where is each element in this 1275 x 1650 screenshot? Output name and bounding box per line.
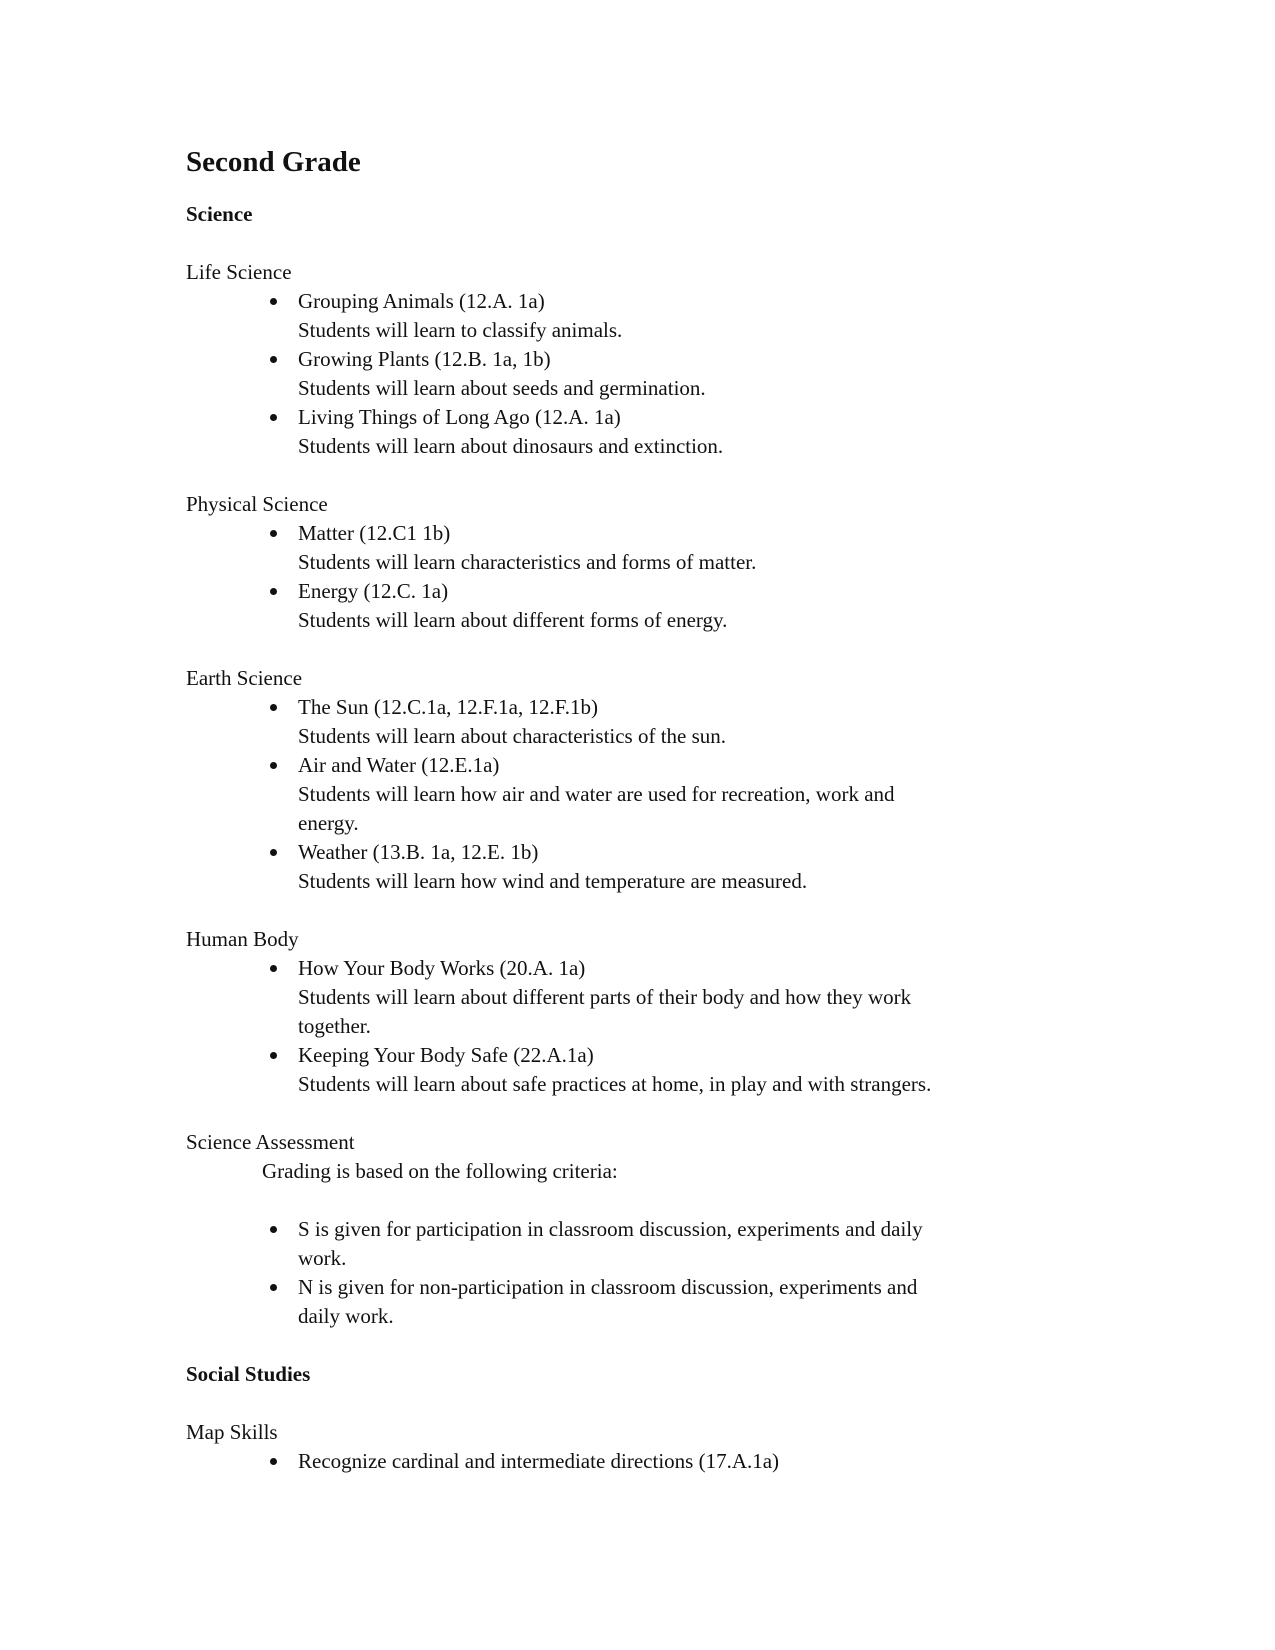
topic-description-continued: energy. [298, 811, 359, 835]
topic-description: Students will learn about characteristics of the sun. [298, 724, 727, 748]
list-item [186, 1447, 1086, 1476]
section-title-science-assessment: Science Assessment [186, 1130, 355, 1154]
topic-name: Living Things of Long Ago (12.A. 1a) [298, 405, 621, 429]
topic-name: Matter (12.C1 1b) [298, 521, 451, 545]
earth-science-list [186, 693, 1086, 896]
grading-criteria-list [186, 1215, 1086, 1331]
life-science-list [186, 287, 1086, 461]
section-title-human-body: Human Body [186, 927, 299, 951]
bullet-icon [270, 1458, 277, 1465]
topic-description: Students will learn about dinosaurs and extinction. [298, 434, 724, 458]
bullet-icon [270, 704, 277, 711]
criterion-text: S is given for participation in classroom discussion, experiments and daily [298, 1217, 923, 1241]
list-item [186, 577, 1086, 635]
criterion-text-continued: daily work. [298, 1304, 394, 1328]
section-title-life-science: Life Science [186, 260, 292, 284]
topic-name: The Sun (12.C.1a, 12.F.1a, 12.F.1b) [298, 695, 598, 719]
list-item [186, 1041, 1086, 1099]
bullet-icon [270, 356, 277, 363]
list-item [186, 403, 1086, 461]
document-content [186, 144, 1086, 1476]
bullet-icon [270, 965, 277, 972]
subject-heading-science: Science [186, 202, 253, 226]
grading-intro: Grading is based on the following criteria: [262, 1159, 618, 1183]
list-item [186, 838, 1086, 896]
topic-description: Students will learn about different forms of energy. [298, 608, 728, 632]
list-item [186, 751, 1086, 838]
bullet-icon [270, 588, 277, 595]
bullet-icon [270, 1284, 277, 1291]
list-item [186, 345, 1086, 403]
topic-name: Keeping Your Body Safe (22.A.1a) [298, 1043, 594, 1067]
bullet-icon [270, 530, 277, 537]
section-title-map-skills: Map Skills [186, 1420, 278, 1444]
topic-name: Energy (12.C. 1a) [298, 579, 449, 603]
topic-name: Recognize cardinal and intermediate directions (17.A.1a) [298, 1449, 780, 1473]
topic-description: Students will learn how wind and temperature are measured. [298, 869, 808, 893]
list-item [186, 693, 1086, 751]
topic-description: Students will learn about safe practices at home, in play and with strangers. [298, 1072, 932, 1096]
bullet-icon [270, 1226, 277, 1233]
bullet-icon [270, 849, 277, 856]
subject-heading-social-studies: Social Studies [186, 1362, 311, 1386]
criterion-text: N is given for non-participation in classroom discussion, experiments and [298, 1275, 918, 1299]
bullet-icon [270, 1052, 277, 1059]
page-title: Second Grade [186, 146, 361, 178]
topic-description: Students will learn about different parts of their body and how they work [298, 985, 912, 1009]
list-item [186, 1215, 1086, 1273]
list-item [186, 1273, 1086, 1331]
topic-description: Students will learn to classify animals. [298, 318, 623, 342]
topic-description: Students will learn characteristics and forms of matter. [298, 550, 757, 574]
topic-description: Students will learn how air and water are used for recreation, work and [298, 782, 895, 806]
list-item [186, 519, 1086, 577]
map-skills-list [186, 1447, 1086, 1476]
topic-name: Air and Water (12.E.1a) [298, 753, 500, 777]
human-body-list [186, 954, 1086, 1099]
bullet-icon [270, 298, 277, 305]
topic-name: Weather (13.B. 1a, 12.E. 1b) [298, 840, 539, 864]
topic-description-continued: together. [298, 1014, 371, 1038]
list-item [186, 287, 1086, 345]
list-item [186, 954, 1086, 1041]
criterion-text-continued: work. [298, 1246, 347, 1270]
topic-name: Growing Plants (12.B. 1a, 1b) [298, 347, 551, 371]
bullet-icon [270, 762, 277, 769]
section-title-physical-science: Physical Science [186, 492, 328, 516]
physical-science-list [186, 519, 1086, 635]
topic-name: Grouping Animals (12.A. 1a) [298, 289, 545, 313]
bullet-icon [270, 414, 277, 421]
section-title-earth-science: Earth Science [186, 666, 303, 690]
topic-name: How Your Body Works (20.A. 1a) [298, 956, 586, 980]
topic-description: Students will learn about seeds and germination. [298, 376, 706, 400]
